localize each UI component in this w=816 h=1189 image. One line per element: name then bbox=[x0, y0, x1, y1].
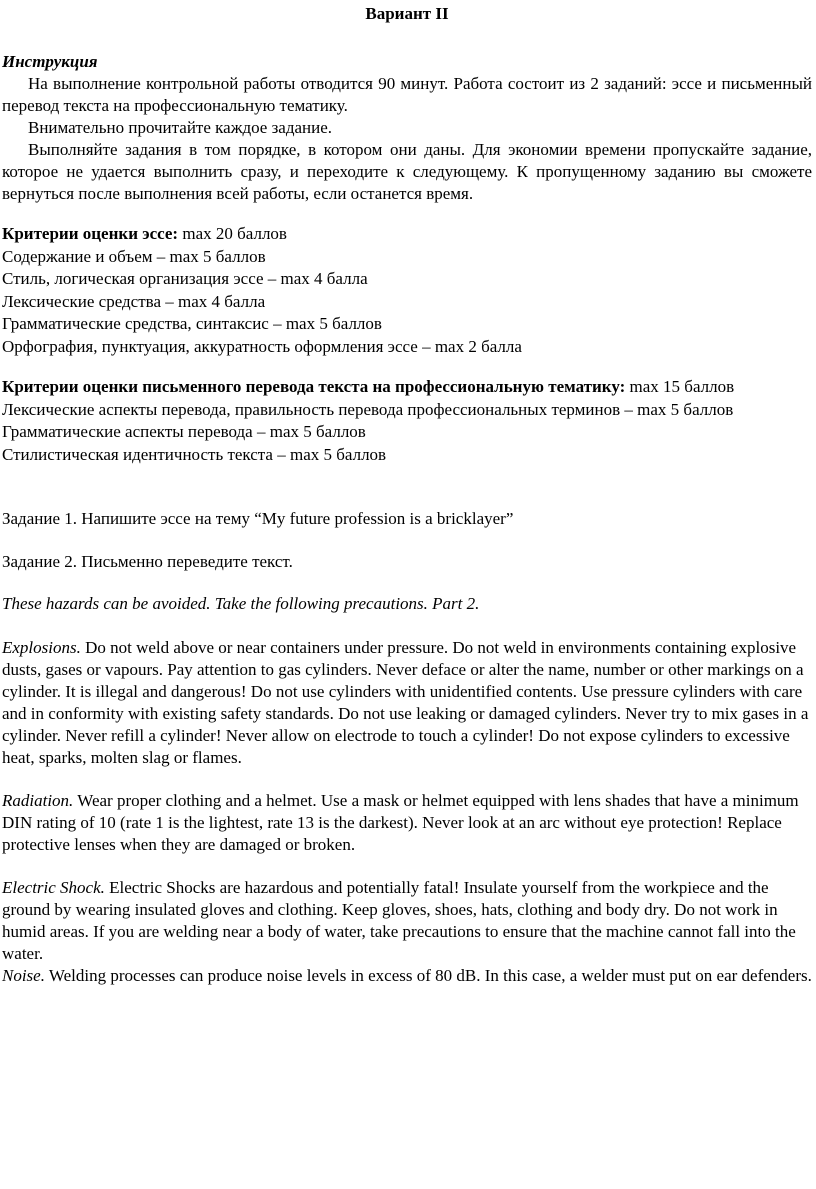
essay-criteria bbox=[2, 223, 812, 358]
translation-criteria-heading-line bbox=[2, 376, 812, 399]
paragraph-lead: Electric Shock. bbox=[2, 877, 105, 897]
essay-criterion: Грамматические средства, синтаксис – max 5 баллов bbox=[2, 314, 382, 333]
translation-criterion: Стилистическая идентичность текста – max 5 баллов bbox=[2, 444, 387, 464]
essay-criterion: Стиль, логическая организация эссе – max 4 балла bbox=[2, 269, 368, 288]
task-2: Задание 2. Письменно переведите текст. bbox=[2, 551, 293, 571]
essay-criterion: Орфография, пунктуация, аккуратность оформления эссе – max 2 балла bbox=[2, 336, 522, 356]
translation-criteria bbox=[2, 376, 812, 466]
essay-criteria-heading-line bbox=[2, 223, 812, 246]
essay-criterion: Содержание и объем – max 5 баллов bbox=[2, 246, 266, 266]
translation-criterion: Грамматические аспекты перевода – max 5 баллов bbox=[2, 422, 366, 441]
instruction-heading: Инструкция bbox=[2, 52, 98, 71]
paragraph-noise bbox=[2, 965, 812, 987]
instruction-paragraph-2: Внимательно прочитайте каждое задание. bbox=[28, 118, 333, 137]
paragraph-electric-shock bbox=[2, 877, 812, 965]
essay-criteria-total: max 20 баллов bbox=[178, 224, 287, 243]
paragraph-body: Do not weld above or near containers under pressure. Do not weld in environments containing explosive dusts, gases or vapours. Pay attention to gas cylinders. Never deface or alter the name, number or other markings on a cylinder. It is illegal and dangerous! Do not use cylinders with unidentified contents. Use pressure cylinders with care and in conformity with existing safety standards. Do not use leaking or damaged cylinders. Never try to mix gases in a cylinder. Never refill a cylinder! Never allow on electrode to touch a cylinder! Do not expose cylinders to excessive heat, sparks, molten slag or flames. bbox=[2, 637, 809, 767]
translation-criteria-total: max 15 баллов bbox=[625, 377, 735, 396]
instruction-paragraph-3: Выполняйте задания в том порядке, в котором они даны. Для экономии времени пропускайте задание, которое не удается выполнить сразу, и переходите к следующему. К пропущенному заданию вы сможете вернуться после выполнения всей работы, если останется время. bbox=[2, 140, 812, 203]
essay-criterion: Лексические средства – max 4 балла bbox=[2, 291, 266, 311]
paragraph-lead: Radiation. bbox=[2, 790, 74, 810]
essay-criteria-heading: Критерии оценки эссе: bbox=[2, 224, 179, 243]
task-1: Задание 1. Напишите эссе на тему “My future profession is a bricklayer” bbox=[2, 509, 514, 528]
paragraph-body: Welding processes can produce noise levels in excess of 80 dB. In this case, a welder must put on ear defenders. bbox=[44, 965, 812, 985]
instruction-paragraph-1: На выполнение контрольной работы отводится 90 минут. Работа состоит из 2 заданий: эссе и письменный перевод текста на профессиональную тематику. bbox=[2, 74, 812, 115]
paragraph-body: Wear proper clothing and a helmet. Use a mask or helmet equipped with lens shades that have a minimum DIN rating of 10 (rate 1 is the lightest, rate 13 is the darkest). Never look at an arc without eye protection! Replace protective lenses when they are damaged or broken. bbox=[2, 790, 799, 854]
paragraph-lead: Explosions. bbox=[2, 637, 81, 657]
paragraph-explosions bbox=[2, 637, 812, 769]
paragraph-lead: Noise. bbox=[2, 965, 45, 985]
page-title: Вариант II bbox=[365, 4, 449, 23]
text-title: These hazards can be avoided. Take the following precautions. Part 2. bbox=[2, 594, 480, 613]
paragraph-radiation bbox=[2, 790, 812, 856]
translation-criterion: Лексические аспекты перевода, правильность перевода профессиональных терминов – max 5 баллов bbox=[2, 399, 734, 419]
translation-criteria-heading: Критерии оценки письменного перевода текста на профессиональную тематику: bbox=[2, 377, 626, 396]
paragraph-body: Electric Shocks are hazardous and potentially fatal! Insulate yourself from the workpiece and the ground by wearing insulated gloves and clothing. Keep gloves, shoes, hats, clothing and body dry. Do not work in humid areas. If you are welding near a body of water, take precautions to ensure that the machine cannot fall into the water. bbox=[2, 877, 796, 963]
